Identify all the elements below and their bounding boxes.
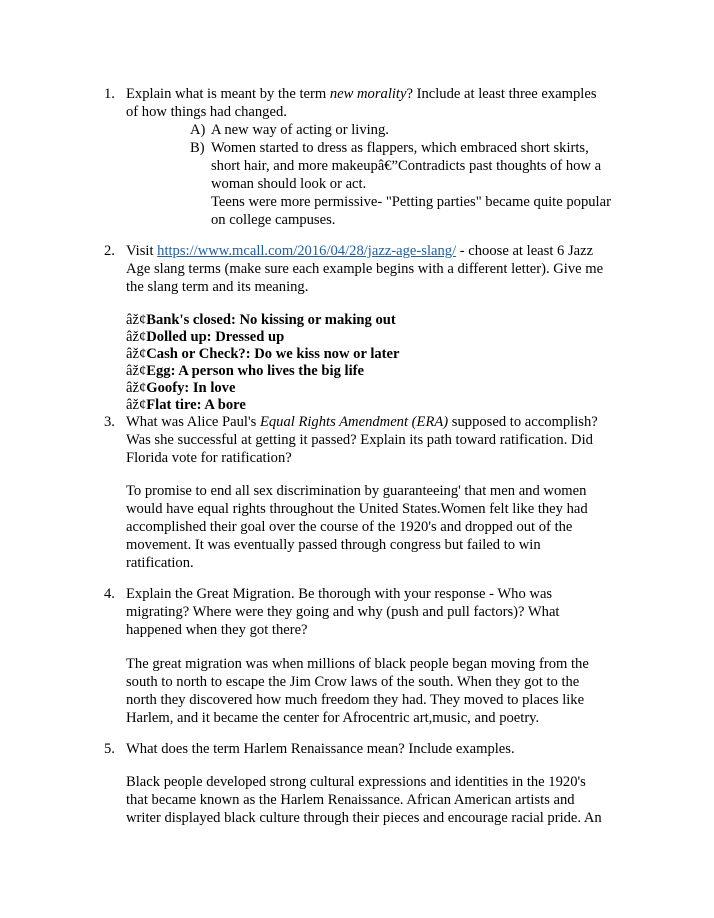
q1-answer-b-line4: Teens were more permissive- "Petting parties" became quite popular (211, 194, 611, 210)
slang-term-2 (126, 328, 284, 346)
q3-answer-line3: accomplished their goal over the course of the 1920's and dropped out of the (126, 519, 573, 535)
slang-term-text: Egg: A person who lives the big life (146, 363, 364, 379)
q4-answer-line3: north they discovered how much freedom they had. They moved to places like (126, 692, 585, 708)
q4-question-line3: happened when they got there? (126, 622, 308, 638)
slang-term-5 (126, 379, 235, 397)
q4-answer-line2: south to north to escape the Jim Crow laws of the south. When they got to the (126, 674, 580, 690)
q1-question-line1 (126, 85, 597, 103)
q5-number: 5. (104, 741, 115, 757)
slang-term-text: Flat tire: A bore (146, 397, 246, 413)
q1-answer-b-line3: woman should look or act. (211, 176, 367, 192)
q5-answer-line2: that became known as the Harlem Renaissance. African American artists and (126, 792, 575, 808)
q2-question-line3: the slang term and its meaning. (126, 279, 309, 295)
q4-answer-line1: The great migration was when millions of black people began moving from the (126, 656, 589, 672)
q5-answer-line1: Black people developed strong cultural expressions and identities in the 1920's (126, 774, 586, 790)
q1-text-b: ? Include at least three examples (406, 86, 597, 102)
slang-term-text: Dolled up: Dressed up (146, 329, 285, 345)
q1-answer-b-line1: Women started to dress as flappers, which embraced short skirts, (211, 140, 589, 156)
slang-term-1 (126, 311, 396, 329)
bullet-glyph: âž¢ (126, 312, 147, 328)
q2-question-line1 (126, 242, 593, 260)
q1-answer-b-line5: on college campuses. (211, 212, 336, 228)
q2-visit: Visit (126, 243, 158, 259)
q1-question-line2: of how things had changed. (126, 104, 287, 120)
q4-answer-line4: Harlem, and it became the center for Afrocentric art,music, and poetry. (126, 710, 540, 726)
bullet-glyph: âž¢ (126, 329, 147, 345)
q5-answer-line3: writer displayed black culture through their pieces and encourage racial pride. An (126, 810, 602, 826)
q2-number: 2. (104, 243, 115, 259)
q2-question-line2: Age slang terms (make sure each example begins with a different letter). Give me (126, 261, 604, 277)
q1-answer-b-marker: B) (190, 140, 205, 156)
slang-term-text: Goofy: In love (146, 380, 236, 396)
q3-question-line1 (126, 413, 598, 431)
slang-term-6 (126, 396, 246, 414)
q3-answer-line5: ratification. (126, 555, 194, 571)
jazz-slang-link[interactable]: https://www.mcall.com/2016/04/28/jazz-age-slang/ (157, 243, 457, 259)
slang-term-text: Cash or Check?: Do we kiss now or later (146, 346, 400, 362)
bullet-glyph: âž¢ (126, 380, 147, 396)
bullet-glyph: âž¢ (126, 363, 147, 379)
q1-number: 1. (104, 86, 115, 102)
bullet-glyph: âž¢ (126, 346, 147, 362)
q3-question-line2: Was she successful at getting it passed? Explain its path toward ratification. Did (126, 432, 593, 448)
q1-answer-a: A new way of acting or living. (211, 122, 389, 138)
slang-term-4 (126, 362, 364, 380)
q2-after-link: - choose at least 6 Jazz (456, 243, 594, 259)
q4-question-line2: migrating? Where were they going and why (push and pull factors)? What (126, 604, 560, 620)
q3-answer-line2: would have equal rights throughout the United States.Women felt like they had (126, 501, 588, 517)
q1-text-em: new morality (329, 86, 407, 102)
q1-answer-b-line2: short hair, and more makeupâ€”Contradicts past thoughts of how a (211, 158, 602, 174)
q3-text-b: supposed to accomplish? (448, 414, 598, 430)
slang-term-text: Bank's closed: No kissing or making out (146, 312, 396, 328)
q3-question-line3: Florida vote for ratification? (126, 450, 292, 466)
q4-question-line1: Explain the Great Migration. Be thorough with your response - Who was (126, 586, 553, 602)
slang-term-3 (126, 345, 400, 363)
q3-text-a: What was Alice Paul's (126, 414, 260, 430)
q3-answer-line1: To promise to end all sex discrimination by guaranteeing' that men and women (126, 483, 587, 499)
q5-question-line1: What does the term Harlem Renaissance mean? Include examples. (126, 741, 515, 757)
q3-answer-line4: movement. It was eventually passed through congress but failed to win (126, 537, 541, 553)
bullet-glyph: âž¢ (126, 397, 147, 413)
q1-text-a: Explain what is meant by the term (126, 86, 330, 102)
q3-text-em: Equal Rights Amendment (ERA) (259, 414, 449, 430)
q3-number: 3. (104, 414, 115, 430)
q4-number: 4. (104, 586, 115, 602)
q1-answer-a-marker: A) (190, 122, 206, 138)
